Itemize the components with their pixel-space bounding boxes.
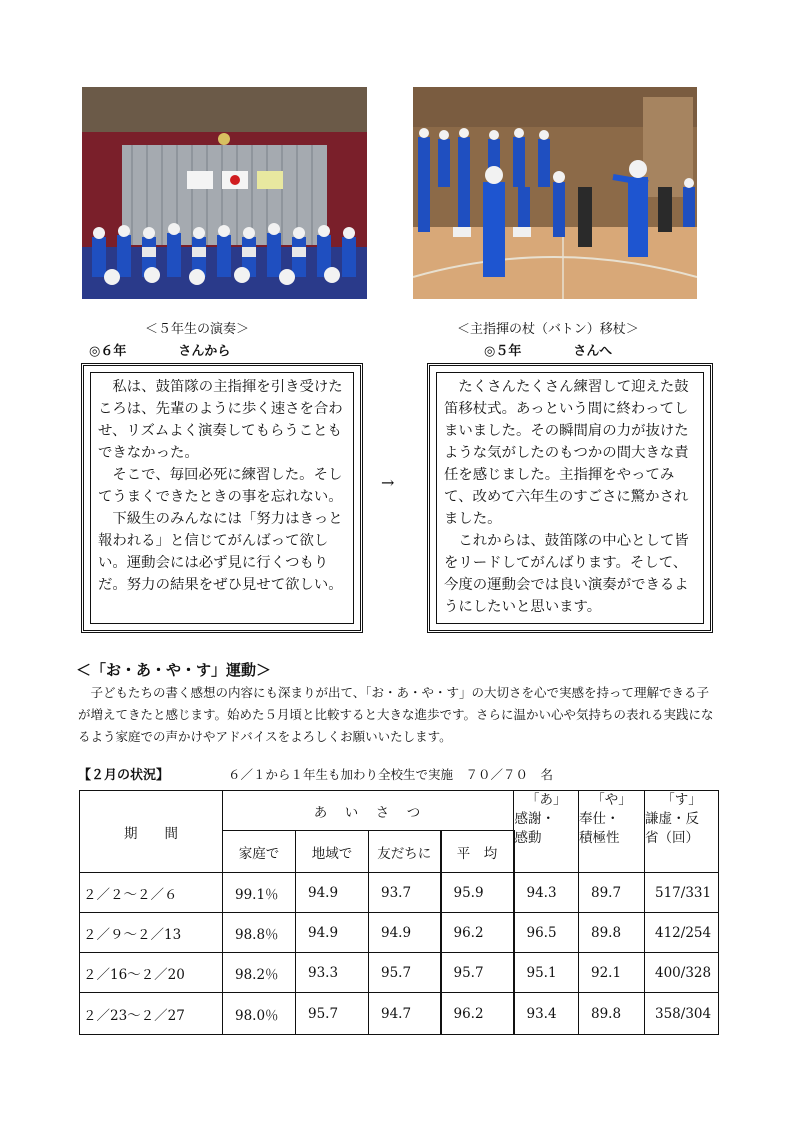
community-cell: 95.7 xyxy=(296,993,369,1035)
message-to-paragraph: これからは、鼓笛隊の中心として皆をリードしてがんばります。そして、今度の運動会では良い演奏ができるようにしたいと思います。 xyxy=(444,533,689,615)
a-cell: 93.4 xyxy=(514,993,579,1035)
message-from-paragraph: 私は、鼓笛隊の主指揮を引き受けたころは、先輩のように歩く速さを合わせ、リズムよく演奏してもらうこともできなかった。 xyxy=(98,379,343,461)
message-box-to xyxy=(427,363,713,633)
table-row xyxy=(80,873,719,913)
message-to-text xyxy=(444,376,699,618)
friends-cell: 95.7 xyxy=(369,953,441,993)
ya-header-line: 積極性 xyxy=(579,830,620,846)
su-cell: 412/254 xyxy=(645,913,719,953)
home-cell: 98.0％ xyxy=(223,993,296,1035)
photo-caption-right: ＜主指揮の杖（バトン）移杖＞ xyxy=(457,322,639,337)
a-header xyxy=(514,791,579,873)
community-cell: 94.9 xyxy=(296,913,369,953)
friends-cell: 94.9 xyxy=(369,913,441,953)
community-cell: 94.9 xyxy=(296,873,369,913)
sub-header-friends: 友だちに xyxy=(369,831,441,873)
su-header-line: 省（回） xyxy=(645,830,699,846)
greeting-from: ◎６年 さんから xyxy=(89,344,231,359)
ya-header xyxy=(579,791,645,873)
arrow-right: → xyxy=(381,473,395,492)
table-row xyxy=(80,913,719,953)
a-header-line: 「あ」 xyxy=(526,792,567,808)
ya-cell: 89.7 xyxy=(579,873,645,913)
ya-header-line: 「や」 xyxy=(591,792,632,808)
sub-header-home: 家庭で xyxy=(223,831,296,873)
photo-caption-left: ＜５年生の演奏＞ xyxy=(145,322,250,337)
band-performance-photo xyxy=(82,87,367,299)
message-from-paragraph: そこで、毎回必死に練習した。そしてうまくできたときの事を忘れない。 xyxy=(98,467,343,505)
average-cell: 96.2 xyxy=(441,913,514,953)
sub-header-community: 地域で xyxy=(296,831,369,873)
greeting-to: ◎５年 さんへ xyxy=(484,344,613,359)
period-cell: ２／16～２／20 xyxy=(80,953,223,993)
message-from-paragraph: 下級生のみんなには「努力はきっと報われる」と信じてがんばって欲しい。運動会には必ず見に行くつもりだ。努力の結果をぜひ見せて欲しい。 xyxy=(98,511,343,593)
su-cell: 358/304 xyxy=(645,993,719,1035)
status-title: 【２月の状況】 xyxy=(78,768,170,783)
period-cell: ２／23～２／27 xyxy=(80,993,223,1035)
message-from-text xyxy=(98,376,348,596)
a-cell: 95.1 xyxy=(514,953,579,993)
home-cell: 98.2％ xyxy=(223,953,296,993)
su-header xyxy=(645,791,719,873)
su-header-line: 「す」 xyxy=(661,792,702,808)
table-row xyxy=(80,953,719,993)
average-cell: 95.7 xyxy=(441,953,514,993)
friends-cell: 94.7 xyxy=(369,993,441,1035)
survey-table xyxy=(79,790,719,1035)
ya-cell: 92.1 xyxy=(579,953,645,993)
a-header-line: 感謝・ xyxy=(514,811,555,827)
baton-handover-photo xyxy=(413,87,697,299)
greeting-header: あ い さ つ xyxy=(223,791,514,831)
period-cell: ２／９～２／13 xyxy=(80,913,223,953)
ya-header-line: 奉仕・ xyxy=(579,811,620,827)
ya-cell: 89.8 xyxy=(579,913,645,953)
friends-cell: 93.7 xyxy=(369,873,441,913)
su-header-line: 謙虚・反 xyxy=(645,811,699,827)
a-cell: 96.5 xyxy=(514,913,579,953)
community-cell: 93.3 xyxy=(296,953,369,993)
su-cell: 517/331 xyxy=(645,873,719,913)
period-header: 期 間 xyxy=(80,791,223,873)
ya-cell: 89.8 xyxy=(579,993,645,1035)
home-cell: 98.8％ xyxy=(223,913,296,953)
period-cell: ２／２～２／６ xyxy=(80,873,223,913)
section-body: 子どもたちの書く感想の内容にも深まりが出て、「お・あ・や・す」の大切さを心で実感を持って理解できる子が増えてきたと感じます。始めた５月頃と比較すると大きな進歩です。さらに温かい心や気持ちの表れる実践になるよう家庭での声かけやアドバイスをよろしくお願いいたします。 xyxy=(78,685,714,744)
average-cell: 96.2 xyxy=(441,993,514,1035)
message-to-paragraph: たくさんたくさん練習して迎えた鼓笛移杖式。あっという間に終わってしまいました。その瞬間肩の力が抜けたような気がしたのもつかの間大きな責任を感じました。主指揮をやってみて、改めて六年生のすごさに驚かされました。 xyxy=(444,379,689,527)
a-cell: 94.3 xyxy=(514,873,579,913)
sub-header-average: 平 均 xyxy=(441,831,514,873)
a-header-line: 感動 xyxy=(514,830,542,846)
status-note: ６／１から１年生も加わり全校生で実施 ７０／７０ 名 xyxy=(228,767,554,782)
message-box-from xyxy=(81,363,363,633)
average-cell: 95.9 xyxy=(441,873,514,913)
su-cell: 400/328 xyxy=(645,953,719,993)
section-heading: ＜「お・あ・や・す」運動＞ xyxy=(76,661,272,679)
home-cell: 99.1％ xyxy=(223,873,296,913)
table-row xyxy=(80,993,719,1035)
